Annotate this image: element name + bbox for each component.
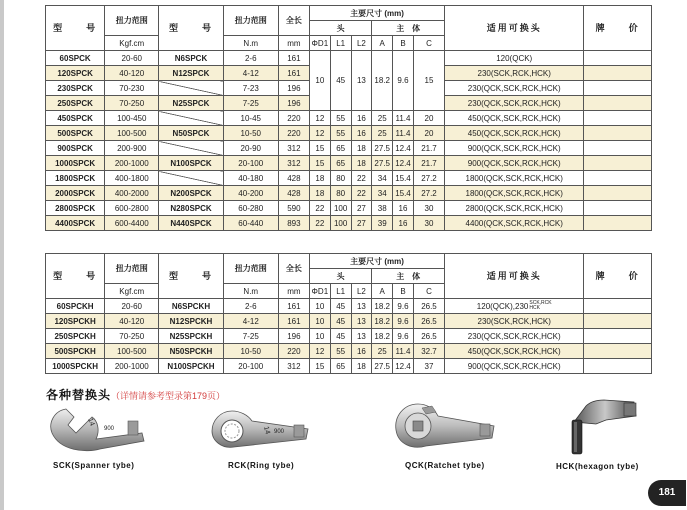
dim-d1: 18 bbox=[309, 171, 330, 186]
replaceable-heads: 230(QCK,SCK,RCK,HCK) bbox=[445, 96, 584, 111]
spanner-head-icon bbox=[46, 403, 150, 455]
replaceable-heads: 230(QCK,SCK,RCK,HCK) bbox=[445, 329, 584, 344]
spec-table-spckh bbox=[45, 253, 652, 374]
table-row bbox=[46, 329, 652, 344]
torque-kgf: 70-230 bbox=[105, 81, 159, 96]
dim-b: 11.4 bbox=[393, 111, 414, 126]
price-cell bbox=[584, 201, 652, 216]
dim-d1: 22 bbox=[309, 201, 330, 216]
replaceable-heads-sup-bottom: HCK bbox=[529, 305, 540, 312]
model-code: 120SPCKH bbox=[46, 314, 105, 329]
replaceable-heads: 900(QCK,SCK,RCK,HCK) bbox=[445, 141, 584, 156]
dim-l2: 18 bbox=[351, 359, 372, 374]
col-c: C bbox=[413, 36, 444, 51]
replaceable-heads: 120(QCK) bbox=[445, 51, 584, 66]
dim-l1: 45 bbox=[330, 329, 351, 344]
empty-diagonal-cell bbox=[159, 81, 223, 96]
length: 312 bbox=[278, 156, 309, 171]
replaceable-heads-sup-top: SCK,RCK bbox=[529, 300, 552, 307]
dim-d1: 15 bbox=[309, 141, 330, 156]
torque-nm: 2-6 bbox=[223, 299, 278, 314]
dim-a: 39 bbox=[372, 216, 393, 231]
dim-b: 9.6 bbox=[393, 329, 414, 344]
dim-l1: 100 bbox=[330, 201, 351, 216]
length: 161 bbox=[278, 314, 309, 329]
model-code: 4400SPCK bbox=[46, 216, 105, 231]
dim-d1: 15 bbox=[309, 359, 330, 374]
col-l1: L1 bbox=[330, 284, 351, 299]
header-torque-nm: 扭力范围 bbox=[223, 6, 278, 36]
dim-c: 26.5 bbox=[413, 314, 444, 329]
torque-kgf: 400-2000 bbox=[105, 186, 159, 201]
dim-l2: 13 bbox=[351, 299, 372, 314]
model-code: 60SPCK bbox=[46, 51, 105, 66]
merged-l1: 45 bbox=[330, 51, 351, 111]
dim-c: 30 bbox=[413, 216, 444, 231]
unit-mm: mm bbox=[278, 36, 309, 51]
dim-l2: 16 bbox=[351, 126, 372, 141]
dim-l2: 27 bbox=[351, 216, 372, 231]
price-cell bbox=[584, 329, 652, 344]
model-code: 60SPCKH bbox=[46, 299, 105, 314]
dim-c: 37 bbox=[413, 359, 444, 374]
header-model: 型 号 bbox=[46, 6, 105, 51]
replaceable-heads: 4400(QCK,SCK,RCK,HCK) bbox=[445, 216, 584, 231]
length: 220 bbox=[278, 126, 309, 141]
model-code-n: N50SPCKH bbox=[159, 344, 223, 359]
unit-nm: N.m bbox=[223, 284, 278, 299]
dim-d1: 22 bbox=[309, 216, 330, 231]
price-cell bbox=[584, 96, 652, 111]
dim-l2: 22 bbox=[351, 186, 372, 201]
model-code-n: N25SPCK bbox=[159, 96, 223, 111]
model-code-n: N100SPCKH bbox=[159, 359, 223, 374]
price-cell bbox=[584, 186, 652, 201]
col-b: B bbox=[393, 36, 414, 51]
ratchet-head-icon bbox=[392, 398, 500, 454]
table-row bbox=[46, 201, 652, 216]
header-body: 主 体 bbox=[372, 21, 445, 36]
replaceable-heads: 1800(QCK,SCK,RCK,HCK) bbox=[445, 171, 584, 186]
dim-d1: 12 bbox=[309, 111, 330, 126]
empty-diagonal-cell bbox=[159, 111, 223, 126]
dim-l1: 55 bbox=[330, 344, 351, 359]
empty-diagonal-cell bbox=[159, 141, 223, 156]
dim-b: 11.4 bbox=[393, 344, 414, 359]
table-row bbox=[46, 344, 652, 359]
torque-kgf: 200-1000 bbox=[105, 156, 159, 171]
dim-a: 38 bbox=[372, 201, 393, 216]
dim-l1: 55 bbox=[330, 111, 351, 126]
col-d1: ΦD1 bbox=[309, 36, 330, 51]
dim-d1: 10 bbox=[309, 314, 330, 329]
dim-c: 26.5 bbox=[413, 329, 444, 344]
dim-a: 27.5 bbox=[372, 359, 393, 374]
model-code: 500SPCKH bbox=[46, 344, 105, 359]
torque-kgf: 200-900 bbox=[105, 141, 159, 156]
price-cell bbox=[584, 141, 652, 156]
header-head: 头 bbox=[309, 269, 371, 284]
unit-kgf: Kgf.cm bbox=[105, 36, 159, 51]
table-row bbox=[46, 111, 652, 126]
dim-b: 12.4 bbox=[393, 359, 414, 374]
price-cell bbox=[584, 81, 652, 96]
dim-c: 27.2 bbox=[413, 186, 444, 201]
dim-l2: 13 bbox=[351, 314, 372, 329]
length: 161 bbox=[278, 299, 309, 314]
torque-nm: 4-12 bbox=[223, 314, 278, 329]
dim-b: 16 bbox=[393, 216, 414, 231]
price-cell bbox=[584, 314, 652, 329]
section-note: （详情请参考型录第179页） bbox=[111, 391, 226, 401]
model-code-n: N6SPCKH bbox=[159, 299, 223, 314]
model-code-n: N100SPCK bbox=[159, 156, 223, 171]
col-a: A bbox=[372, 284, 393, 299]
header-model: 型 号 bbox=[46, 254, 105, 299]
header-price: 牌 价 bbox=[584, 254, 652, 299]
empty-diagonal-cell bbox=[159, 171, 223, 186]
dim-l1: 80 bbox=[330, 186, 351, 201]
torque-nm: 20-100 bbox=[223, 359, 278, 374]
price-cell bbox=[584, 126, 652, 141]
header-length: 全长 bbox=[278, 6, 309, 36]
torque-kgf: 100-450 bbox=[105, 111, 159, 126]
dim-c: 27.2 bbox=[413, 171, 444, 186]
merged-l2: 13 bbox=[351, 51, 372, 111]
dim-l1: 65 bbox=[330, 156, 351, 171]
col-d1: ΦD1 bbox=[309, 284, 330, 299]
replaceable-heads: 1800(QCK,SCK,RCK,HCK) bbox=[445, 186, 584, 201]
dim-d1: 10 bbox=[309, 299, 330, 314]
torque-kgf: 70-250 bbox=[105, 329, 159, 344]
dim-c: 20 bbox=[413, 126, 444, 141]
price-cell bbox=[584, 216, 652, 231]
header-price: 牌 价 bbox=[584, 6, 652, 51]
replaceable-heads-main: 120(QCK),230 bbox=[476, 301, 529, 311]
price-cell bbox=[584, 51, 652, 66]
replaceable-heads bbox=[445, 299, 584, 314]
dim-a: 34 bbox=[372, 171, 393, 186]
dim-b: 15.4 bbox=[393, 186, 414, 201]
header-body: 主 体 bbox=[372, 269, 445, 284]
dim-l1: 65 bbox=[330, 141, 351, 156]
dim-b: 11.4 bbox=[393, 126, 414, 141]
dim-l2: 27 bbox=[351, 201, 372, 216]
length: 312 bbox=[278, 141, 309, 156]
torque-kgf: 20-60 bbox=[105, 51, 159, 66]
hexagon-head-icon bbox=[566, 394, 646, 458]
dim-b: 15.4 bbox=[393, 171, 414, 186]
replaceable-heads: 450(QCK,SCK,RCK,HCK) bbox=[445, 111, 584, 126]
header-torque-kgf: 扭力范围 bbox=[105, 6, 159, 36]
length: 312 bbox=[278, 359, 309, 374]
dim-a: 25 bbox=[372, 111, 393, 126]
ring-size-mark: 14 bbox=[262, 425, 271, 436]
col-l2: L2 bbox=[351, 36, 372, 51]
dim-l1: 80 bbox=[330, 171, 351, 186]
torque-nm: 7-25 bbox=[223, 329, 278, 344]
torque-kgf: 100-500 bbox=[105, 126, 159, 141]
header-torque-kgf: 扭力范围 bbox=[105, 254, 159, 284]
torque-nm: 7-23 bbox=[223, 81, 278, 96]
model-code-n: N200SPCK bbox=[159, 186, 223, 201]
dim-a: 27.5 bbox=[372, 141, 393, 156]
model-code-n: N25SPCKH bbox=[159, 329, 223, 344]
torque-kgf: 40-120 bbox=[105, 66, 159, 81]
page-number: 181 bbox=[648, 480, 686, 506]
dim-d1: 12 bbox=[309, 344, 330, 359]
length: 893 bbox=[278, 216, 309, 231]
merged-d1: 10 bbox=[309, 51, 330, 111]
hck-caption: HCK(hexagon tybe) bbox=[556, 462, 639, 471]
col-l1: L1 bbox=[330, 36, 351, 51]
model-code: 230SPCK bbox=[46, 81, 105, 96]
torque-kgf: 100-500 bbox=[105, 344, 159, 359]
torque-kgf: 20-60 bbox=[105, 299, 159, 314]
torque-nm: 10-50 bbox=[223, 344, 278, 359]
ring-torque-mark: 900 bbox=[274, 429, 285, 435]
torque-nm: 2-6 bbox=[223, 51, 278, 66]
header-torque-nm: 扭力范围 bbox=[223, 254, 278, 284]
header-length: 全长 bbox=[278, 254, 309, 284]
col-l2: L2 bbox=[351, 284, 372, 299]
dim-l2: 13 bbox=[351, 329, 372, 344]
length: 220 bbox=[278, 111, 309, 126]
dim-a: 18.2 bbox=[372, 299, 393, 314]
replaceable-heads: 450(QCK,SCK,RCK,HCK) bbox=[445, 344, 584, 359]
replaceable-heads: 900(QCK,SCK,RCK,HCK) bbox=[445, 156, 584, 171]
length: 161 bbox=[278, 66, 309, 81]
replaceable-heads: 450(QCK,SCK,RCK,HCK) bbox=[445, 126, 584, 141]
dim-b: 12.4 bbox=[393, 141, 414, 156]
dim-a: 25 bbox=[372, 344, 393, 359]
dim-a: 27.5 bbox=[372, 156, 393, 171]
header-replaceable-heads: 适用可换头 bbox=[445, 6, 584, 51]
sck-caption: SCK(Spanner tybe) bbox=[53, 461, 135, 470]
replaceable-heads: 2800(QCK,SCK,RCK,HCK) bbox=[445, 201, 584, 216]
dim-c: 20 bbox=[413, 111, 444, 126]
torque-nm: 20-100 bbox=[223, 156, 278, 171]
header-model-n: 型 号 bbox=[159, 6, 223, 51]
dim-c: 32.7 bbox=[413, 344, 444, 359]
header-dimensions: 主要尺寸 (mm) bbox=[309, 254, 444, 269]
torque-nm: 40-200 bbox=[223, 186, 278, 201]
merged-b: 9.6 bbox=[393, 51, 414, 111]
dim-l1: 55 bbox=[330, 126, 351, 141]
model-code: 2800SPCK bbox=[46, 201, 105, 216]
torque-nm: 10-50 bbox=[223, 126, 278, 141]
dim-l2: 16 bbox=[351, 111, 372, 126]
col-c: C bbox=[413, 284, 444, 299]
length: 428 bbox=[278, 186, 309, 201]
col-a: A bbox=[372, 36, 393, 51]
section-title-text: 各种替换头 bbox=[46, 388, 112, 402]
dim-a: 34 bbox=[372, 186, 393, 201]
model-code: 250SPCK bbox=[46, 96, 105, 111]
price-cell bbox=[584, 66, 652, 81]
model-code-n: N280SPCK bbox=[159, 201, 223, 216]
left-edge-bar bbox=[0, 0, 4, 510]
replaceable-heads: 230(SCK,RCK,HCK) bbox=[445, 66, 584, 81]
table-row bbox=[46, 171, 652, 186]
spanner-torque-mark: 900 bbox=[104, 426, 115, 432]
dim-d1: 12 bbox=[309, 126, 330, 141]
table-row bbox=[46, 51, 652, 66]
model-code-n: N440SPCK bbox=[159, 216, 223, 231]
price-cell bbox=[584, 156, 652, 171]
dim-l2: 16 bbox=[351, 344, 372, 359]
price-cell bbox=[584, 344, 652, 359]
length: 161 bbox=[278, 51, 309, 66]
dim-l1: 100 bbox=[330, 216, 351, 231]
length: 196 bbox=[278, 81, 309, 96]
torque-nm: 60-280 bbox=[223, 201, 278, 216]
table-row bbox=[46, 126, 652, 141]
unit-mm: mm bbox=[278, 284, 309, 299]
replaceable-heads: 900(QCK,SCK,RCK,HCK) bbox=[445, 359, 584, 374]
header-head: 头 bbox=[309, 21, 371, 36]
spanner-size-mark: 14 bbox=[86, 417, 96, 428]
length: 196 bbox=[278, 329, 309, 344]
torque-nm: 4-12 bbox=[223, 66, 278, 81]
dim-l2: 18 bbox=[351, 156, 372, 171]
dim-l2: 18 bbox=[351, 141, 372, 156]
dim-a: 25 bbox=[372, 126, 393, 141]
model-code: 500SPCK bbox=[46, 126, 105, 141]
torque-kgf: 400-1800 bbox=[105, 171, 159, 186]
dim-l1: 45 bbox=[330, 314, 351, 329]
rck-caption: RCK(Ring tybe) bbox=[228, 461, 295, 470]
length: 220 bbox=[278, 344, 309, 359]
dim-c: 30 bbox=[413, 201, 444, 216]
torque-nm: 7-25 bbox=[223, 96, 278, 111]
torque-nm: 40-180 bbox=[223, 171, 278, 186]
dim-b: 9.6 bbox=[393, 299, 414, 314]
unit-nm: N.m bbox=[223, 36, 278, 51]
table-row bbox=[46, 141, 652, 156]
dim-l1: 45 bbox=[330, 299, 351, 314]
dim-b: 9.6 bbox=[393, 314, 414, 329]
dim-c: 21.7 bbox=[413, 141, 444, 156]
replaceable-heads: 230(SCK,RCK,HCK) bbox=[445, 314, 584, 329]
length: 590 bbox=[278, 201, 309, 216]
torque-kgf: 600-4400 bbox=[105, 216, 159, 231]
dim-c: 21.7 bbox=[413, 156, 444, 171]
ring-head-icon bbox=[208, 403, 318, 453]
merged-c: 15 bbox=[413, 51, 444, 111]
model-code-n: N12SPCK bbox=[159, 66, 223, 81]
model-code: 1800SPCK bbox=[46, 171, 105, 186]
torque-kgf: 200-1000 bbox=[105, 359, 159, 374]
price-cell bbox=[584, 111, 652, 126]
torque-nm: 20-90 bbox=[223, 141, 278, 156]
col-b: B bbox=[393, 284, 414, 299]
model-code: 900SPCK bbox=[46, 141, 105, 156]
dim-l2: 22 bbox=[351, 171, 372, 186]
price-cell bbox=[584, 359, 652, 374]
length: 196 bbox=[278, 96, 309, 111]
dim-a: 18.2 bbox=[372, 314, 393, 329]
table-row bbox=[46, 299, 652, 314]
dim-d1: 15 bbox=[309, 156, 330, 171]
dim-a: 18.2 bbox=[372, 329, 393, 344]
header-model-n: 型 号 bbox=[159, 254, 223, 299]
merged-a: 18.2 bbox=[372, 51, 393, 111]
header-replaceable-heads: 适用可换头 bbox=[445, 254, 584, 299]
torque-kgf: 40-120 bbox=[105, 314, 159, 329]
dim-d1: 18 bbox=[309, 186, 330, 201]
model-code-n: N6SPCK bbox=[159, 51, 223, 66]
spec-table-spck bbox=[45, 5, 652, 231]
torque-kgf: 600-2800 bbox=[105, 201, 159, 216]
model-code-n: N50SPCK bbox=[159, 126, 223, 141]
dim-l1: 65 bbox=[330, 359, 351, 374]
table-row bbox=[46, 156, 652, 171]
qck-caption: QCK(Ratchet tybe) bbox=[405, 461, 485, 470]
torque-nm: 10-45 bbox=[223, 111, 278, 126]
dim-c: 26.5 bbox=[413, 299, 444, 314]
torque-kgf: 70-250 bbox=[105, 96, 159, 111]
dim-d1: 10 bbox=[309, 329, 330, 344]
table-row bbox=[46, 216, 652, 231]
torque-nm: 60-440 bbox=[223, 216, 278, 231]
table-row bbox=[46, 359, 652, 374]
model-code-n: N12SPCKH bbox=[159, 314, 223, 329]
model-code: 2000SPCK bbox=[46, 186, 105, 201]
length: 428 bbox=[278, 171, 309, 186]
model-code: 450SPCK bbox=[46, 111, 105, 126]
price-cell bbox=[584, 171, 652, 186]
replaceable-heads: 230(QCK,SCK,RCK,HCK) bbox=[445, 81, 584, 96]
price-cell bbox=[584, 299, 652, 314]
dim-b: 12.4 bbox=[393, 156, 414, 171]
table-row bbox=[46, 314, 652, 329]
section-title bbox=[46, 386, 225, 403]
unit-kgf: Kgf.cm bbox=[105, 284, 159, 299]
model-code: 1000SPCK bbox=[46, 156, 105, 171]
table-row bbox=[46, 186, 652, 201]
model-code: 120SPCK bbox=[46, 66, 105, 81]
header-dimensions: 主要尺寸 (mm) bbox=[309, 6, 444, 21]
model-code: 250SPCKH bbox=[46, 329, 105, 344]
dim-b: 16 bbox=[393, 201, 414, 216]
model-code: 1000SPCKH bbox=[46, 359, 105, 374]
